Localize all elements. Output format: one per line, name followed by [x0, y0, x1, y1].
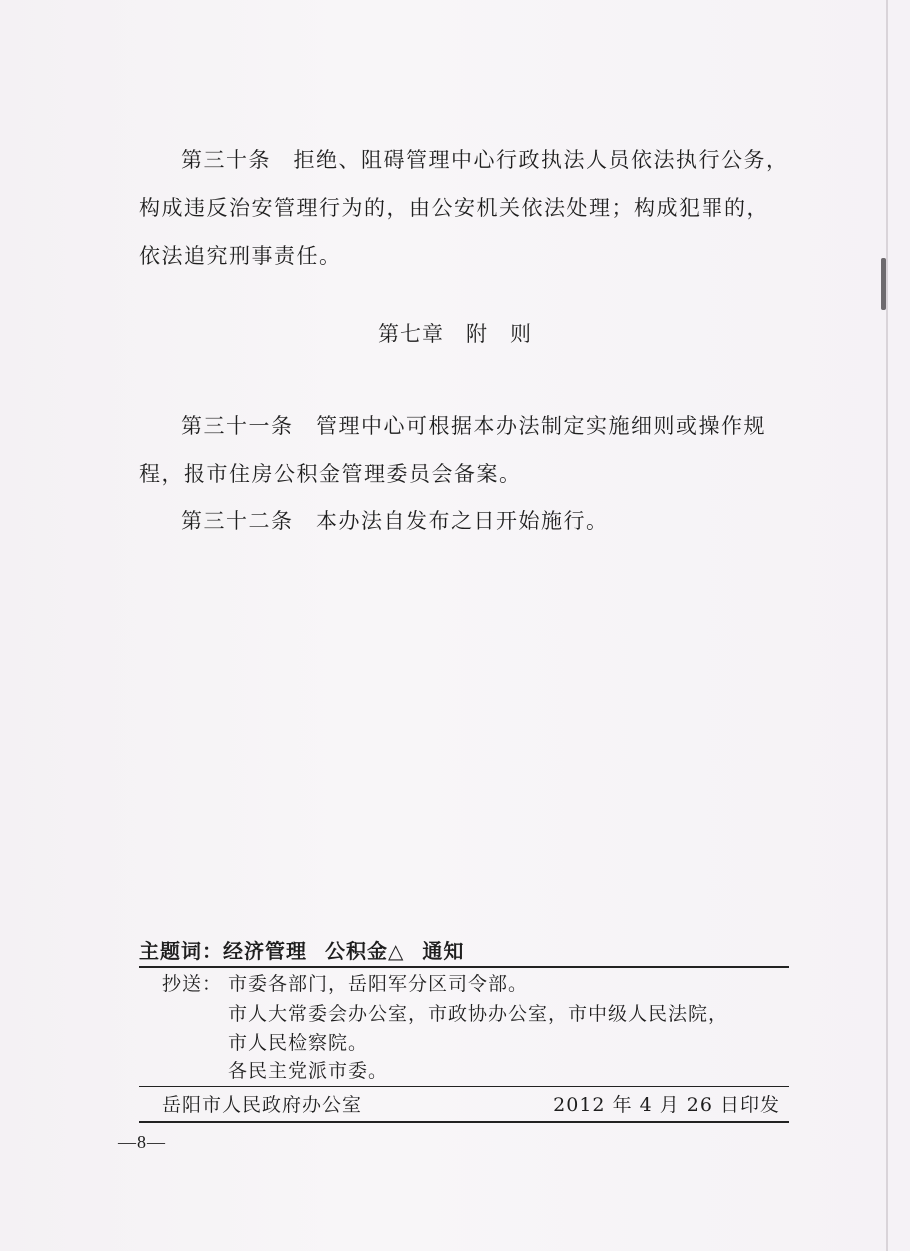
subject-term: 公积金△: [325, 939, 405, 963]
issue-date: 2012 年 4 月 26 日印发: [553, 1094, 780, 1116]
subject-keywords: [139, 936, 789, 966]
divider-line: [139, 966, 789, 968]
binding-edge: [886, 0, 888, 1251]
subject-label: 主题词：: [139, 939, 223, 963]
chapter-title-part-1: 附: [466, 322, 488, 346]
divider-line: [139, 1086, 789, 1087]
subject-term: 经济管理: [223, 939, 307, 963]
chapter-number: 第七章: [378, 322, 444, 346]
divider-line: [139, 1121, 789, 1123]
subject-term: 通知: [422, 939, 465, 963]
chapter-heading: [0, 316, 910, 352]
cc-label: 抄送：: [162, 973, 223, 995]
cc-recipient-line: 各民主党派市委。: [228, 1060, 389, 1082]
cc-recipient-line: 市人民检察院。: [228, 1032, 369, 1054]
issuing-office: 岳阳市人民政府办公室: [162, 1094, 363, 1116]
binder-clip: [881, 258, 886, 310]
cc-recipient-line: 市委各部门，岳阳军分区司令部。: [228, 973, 529, 995]
page-number: —8—: [118, 1132, 166, 1152]
article-30: 第三十条 拒绝、阻碍管理中心行政执法人员依法执行公务，构成违反治安管理行为的，由公安机关依法处理；构成犯罪的，依法追究刑事责任。: [139, 148, 789, 268]
article-32: 第三十二条 本办法自发布之日开始施行。: [181, 509, 609, 533]
cc-recipient-line: 市人大常委会办公室，市政协办公室，市中级人民法院，: [228, 1003, 729, 1025]
article-31: 第三十一条 管理中心可根据本办法制定实施细则或操作规程，报市住房公积金管理委员会备案。: [139, 414, 766, 486]
chapter-title-part-2: 则: [510, 322, 532, 346]
